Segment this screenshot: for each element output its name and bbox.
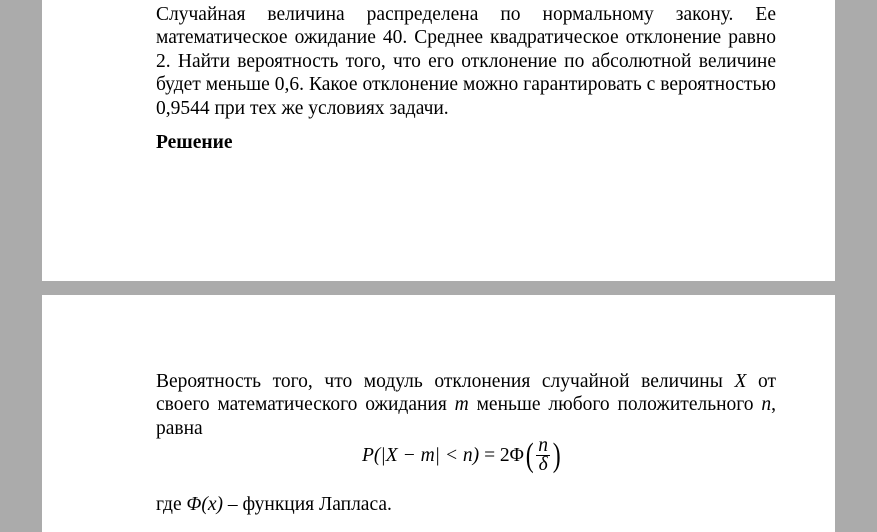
probability-explanation	[156, 370, 776, 440]
footnote-prefix: где	[156, 494, 187, 515]
laplace-function: Φ(x)	[186, 494, 223, 515]
variable-m: m	[454, 394, 469, 416]
variable-n: n	[761, 394, 772, 416]
right-paren: )	[552, 436, 561, 474]
problem-statement: Случайная величина распределена по нормальному закону. Ее математическое ожидание 40. Среднее квадратическое отклонение равно 2. Найти вероятность того, что его отклонение по абсолютной величине будет меньше 0,6. Какое отклонение можно гарантировать с вероятностью 0,9544 при тех же условиях задачи.	[156, 4, 776, 119]
footnote-suffix: – функция Лапласа.	[222, 494, 392, 515]
fraction-numerator: n	[538, 435, 549, 456]
formula-fraction	[536, 437, 550, 474]
sentence-part-3: меньше любого положительного	[468, 394, 762, 416]
variable-x: X	[734, 371, 747, 392]
document-page-1	[42, 0, 835, 281]
laplace-footnote	[156, 493, 776, 516]
probability-formula	[362, 437, 562, 474]
formula-lhs: P(|X − m| < n)	[362, 444, 480, 466]
solution-heading: Решение	[156, 132, 233, 153]
sentence-part-2: от своего математического ожидания	[156, 371, 776, 416]
formula-equals: = 2Φ	[479, 444, 524, 466]
left-paren: (	[525, 436, 534, 474]
sentence-part-1: Вероятность того, что модуль отклонения случайной величины	[156, 371, 735, 392]
sentence-part-4: , равна	[156, 394, 776, 439]
document-page-2	[42, 295, 835, 532]
fraction-denominator: δ	[538, 454, 548, 475]
